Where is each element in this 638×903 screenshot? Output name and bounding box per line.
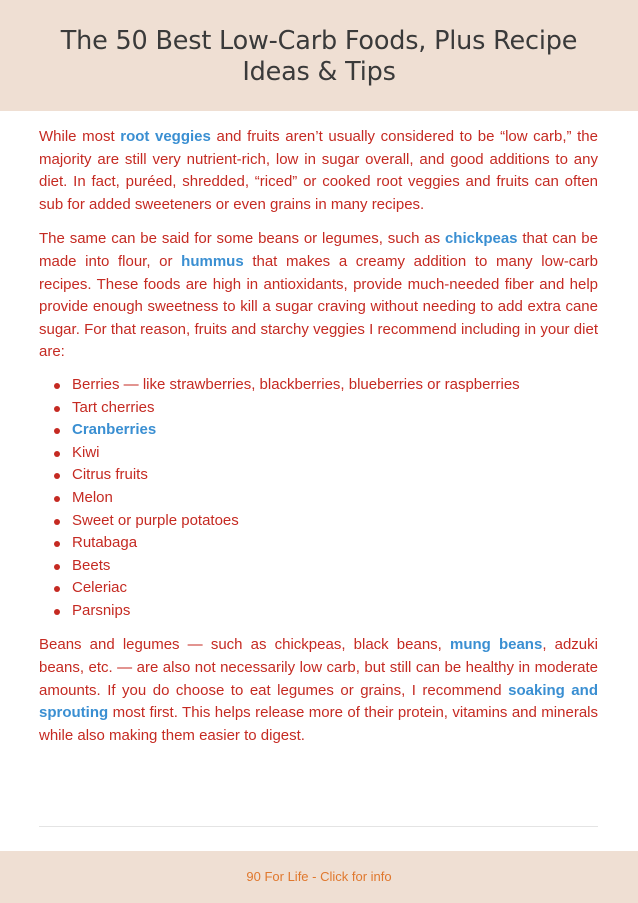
list-item-label: Berries — like strawberries, blackberries, blueberries or raspberries <box>72 375 520 393</box>
list-item <box>72 442 598 465</box>
list-item-label: Citrus fruits <box>72 466 148 484</box>
fruit-veggie-list <box>39 374 598 623</box>
list-item <box>72 510 598 533</box>
list-item <box>72 600 598 623</box>
page-title <box>30 26 608 88</box>
paragraph-text: , adzuki beans, etc. — are also not necessarily low carb, but still can be healthy in moderate amounts. If you do choose to eat legumes or grains, I recommend <box>39 636 598 699</box>
list-item <box>72 532 598 555</box>
list-item-label: Rutabaga <box>72 534 138 552</box>
list-item-label: Celeriac <box>72 579 128 597</box>
list-item-label: Beets <box>72 556 111 574</box>
link-hummus[interactable]: hummus <box>181 252 244 270</box>
link-mung-beans[interactable]: mung beans <box>449 636 543 654</box>
paragraph-beans-legumes <box>39 228 598 364</box>
list-item <box>72 397 598 420</box>
footer-info-link[interactable]: 90 For Life - Click for info <box>246 869 392 884</box>
link-root-veggies[interactable]: root veggies <box>120 128 211 145</box>
paragraph-text: most first. This helps release more of their protein, vitamins and minerals while also making them easier to digest. <box>39 704 598 744</box>
paragraph-root-veggies <box>39 126 598 216</box>
list-item-label: Melon <box>72 488 113 506</box>
list-item <box>72 419 598 442</box>
list-item <box>72 487 598 510</box>
paragraph-legumes-sprouting <box>39 634 598 747</box>
paragraph-text: and fruits aren’t usually considered to be “low carb,” the majority are still very nutrient-rich, low in sugar overall, and good additions to any diet. In fact, puréed, shredded, “riced” or cooked root veggies and fruits can often sub for added sweeteners or even grains in many recipes. <box>39 128 598 213</box>
paragraph-text: that makes a creamy addition to many low-carb recipes. These foods are high in antioxidants, provide much-needed fiber and help provide enough sweetness to kill a sugar craving without needing to add extra cane sugar. For that reason, fruits and starchy veggies I recommend including in your diet are: <box>39 252 598 361</box>
list-item-label: Tart cherries <box>72 398 155 416</box>
list-item <box>72 577 598 600</box>
list-item-label: Kiwi <box>72 443 100 461</box>
list-item <box>72 374 598 397</box>
list-item <box>72 464 598 487</box>
list-item-label: Parsnips <box>72 601 131 619</box>
paragraph-text: that can be made into flour, or <box>39 230 598 270</box>
article-body <box>39 126 598 747</box>
page-title-line-1: The 50 Best Low-Carb Foods, Plus Recipe <box>60 26 578 56</box>
link-cranberries[interactable]: Cranberries <box>72 421 157 439</box>
link-chickpeas[interactable]: chickpeas <box>444 230 518 248</box>
page-footer <box>0 851 638 903</box>
page-header <box>0 0 638 111</box>
list-item <box>72 555 598 578</box>
list-item-label: Sweet or purple potatoes <box>72 511 239 529</box>
footer-divider <box>39 826 598 827</box>
page-title-line-2: Ideas & Tips <box>242 57 396 87</box>
paragraph-text: While most <box>39 128 121 145</box>
link-soaking-and-sprouting[interactable]: soaking and sprouting <box>39 681 598 722</box>
paragraph-text: The same can be said for some beans or legumes, such as <box>39 230 445 248</box>
paragraph-text: Beans and legumes — such as chickpeas, black beans, <box>39 636 450 654</box>
